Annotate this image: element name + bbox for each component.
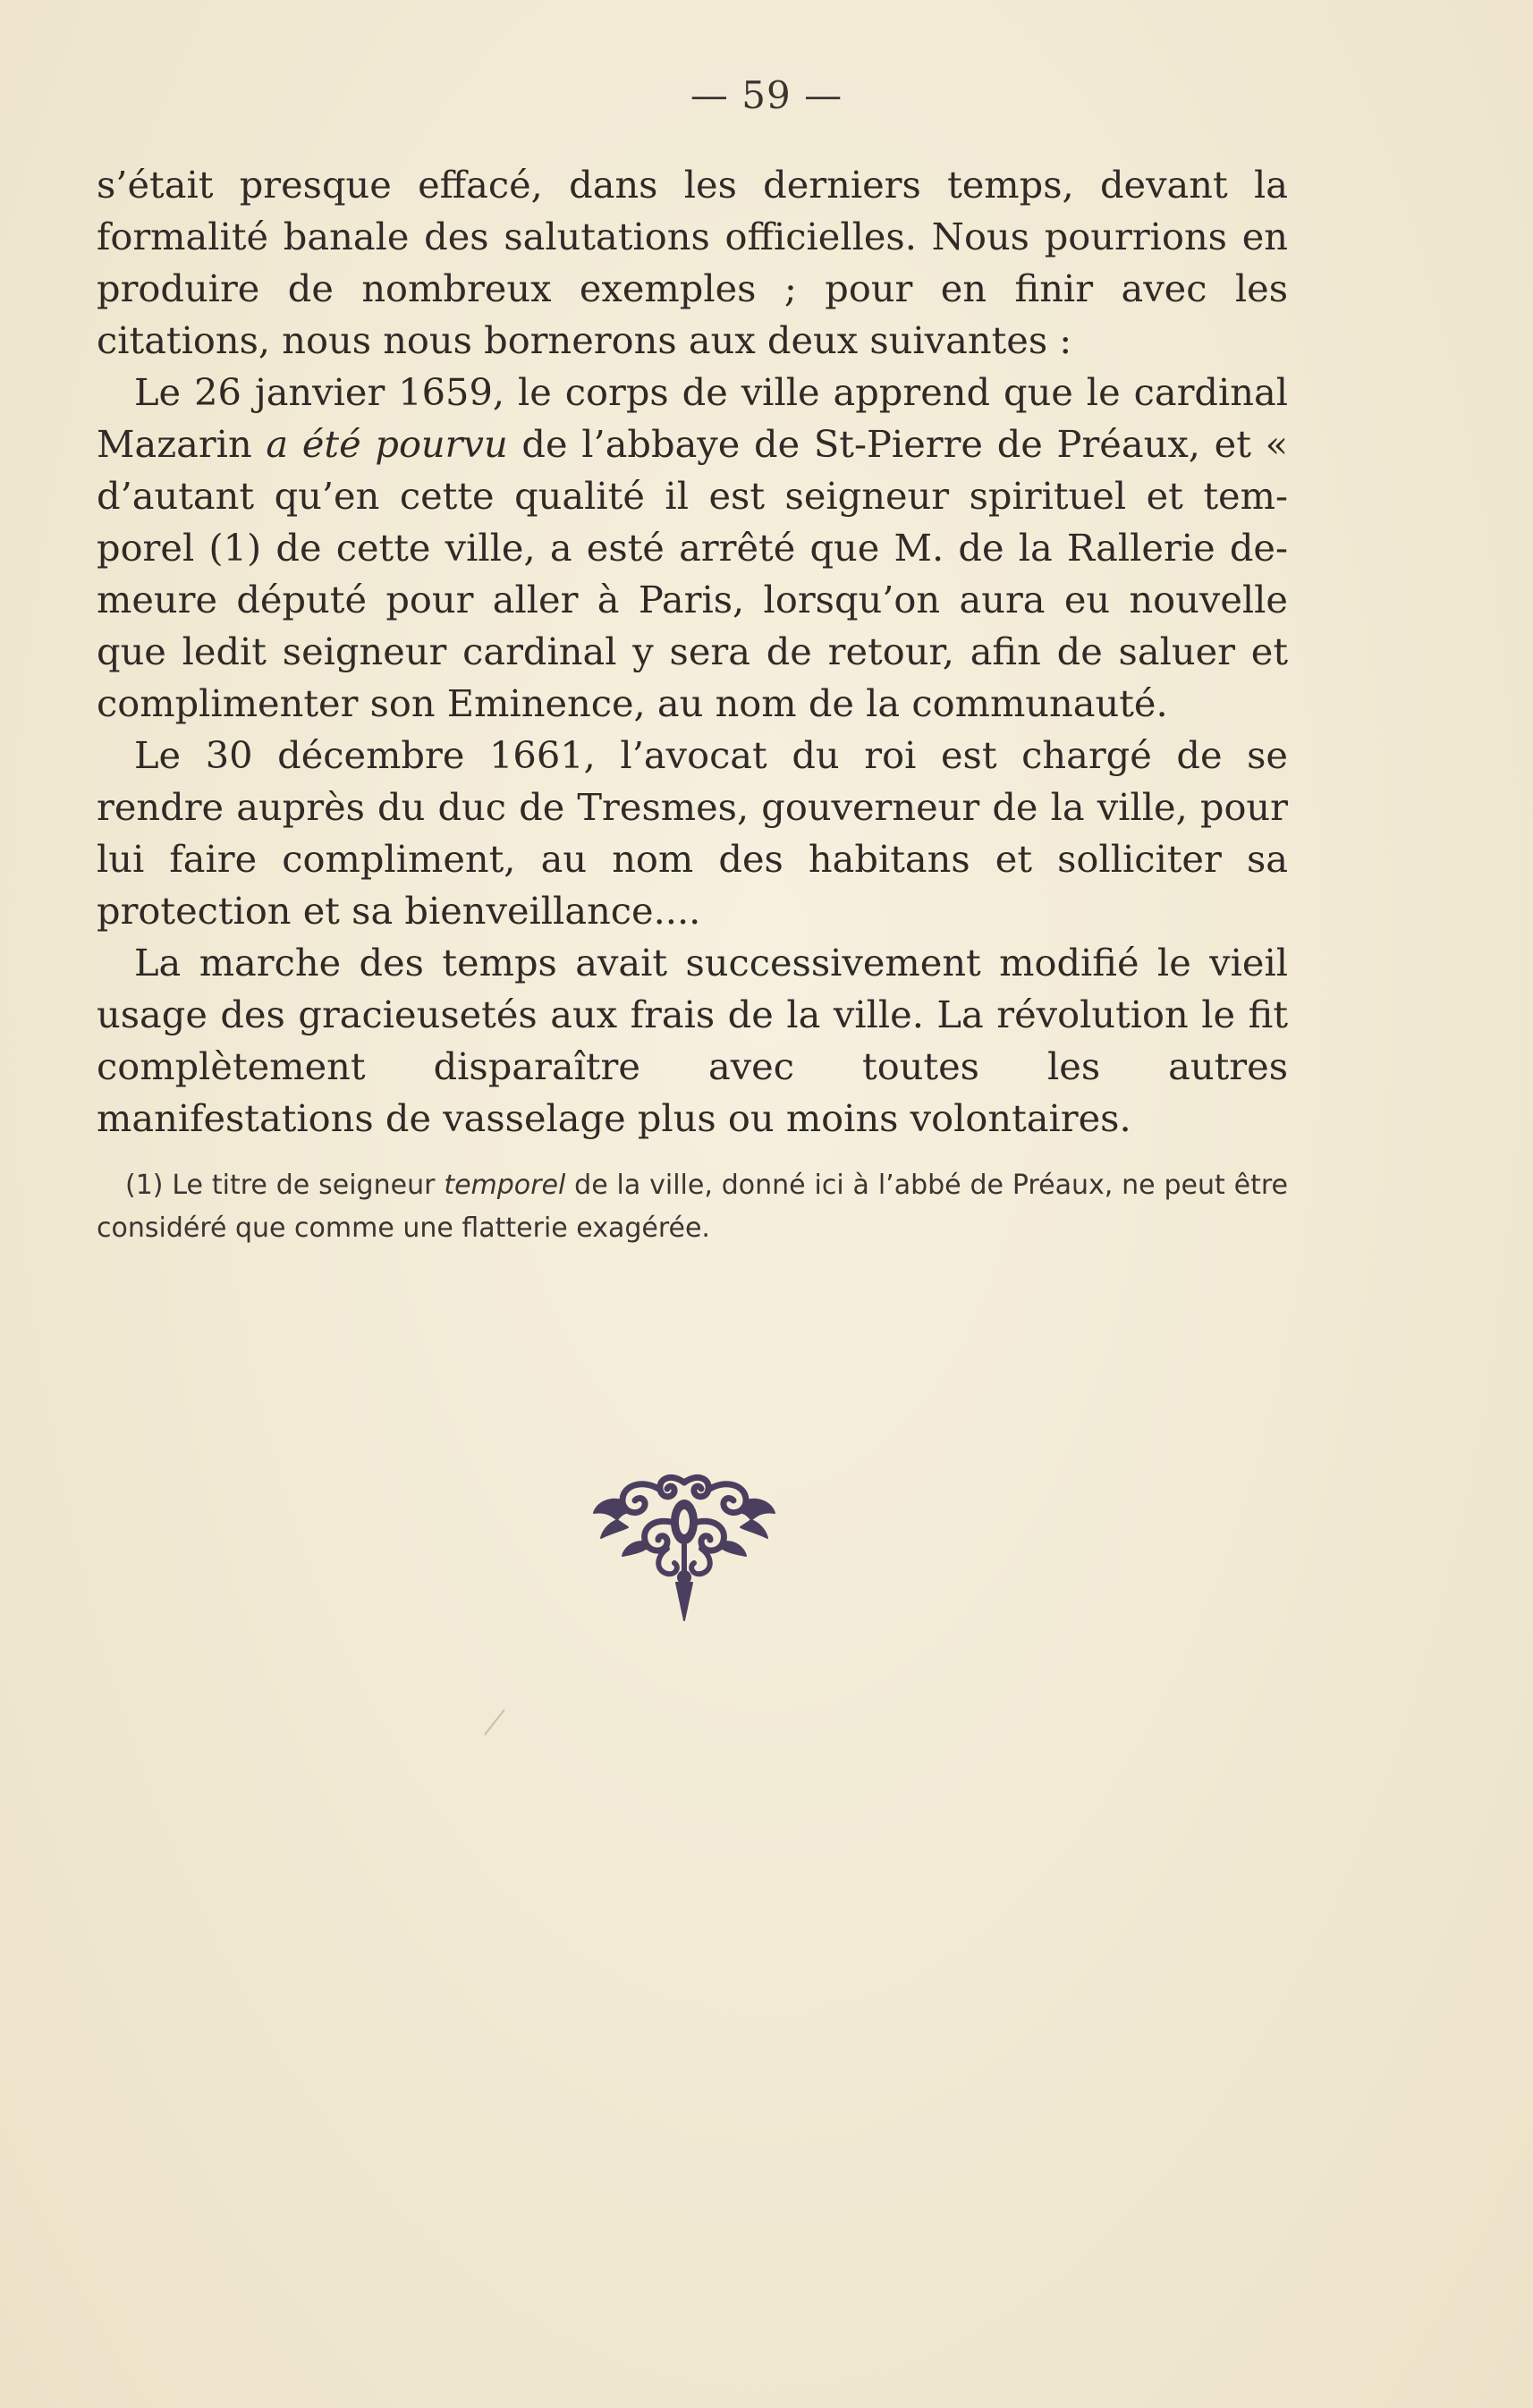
footnote-italic-text: temporel (444, 1170, 566, 1201)
footnote (97, 1164, 1288, 1250)
floral-ornament-icon (590, 1466, 778, 1623)
footnote-text-segment: de la ville, donné ici à l’abbé de Préaux, ne peut être considéré que comme une flatterie exagérée. (97, 1170, 1288, 1244)
footnote-text-segment: (1) Le titre de seigneur (125, 1170, 445, 1201)
stray-pen-mark (481, 1706, 508, 1738)
text-segment: de l’abbaye de St-Pierre de Préaux, et « d’autant qu’en cette qualité il est seigneur spirituel et temporel (1) de cette ville, a esté arrêté que M. de la Rallerie demeure député pour aller à Paris, lorsqu’on aura eu nouvelle que ledit seigneur cardinal y sera de retour, afin de saluer et complimenter son Eminence, au nom de la communauté. (97, 422, 1288, 725)
text-segment: La marche des temps avait successivement modifié le vieil usage des gracieusetés aux frais de la ville. La révolution le fit complètement disparaître avec toutes les autres manifestations de vasselage plus ou moins volontaires. (97, 941, 1288, 1140)
italic-text: a été pourvu (266, 422, 508, 466)
main-text (97, 159, 1288, 1145)
paragraph-p3 (97, 730, 1288, 937)
text-segment: Le 26 janvier 1659, le corps de ville apprend que le cardinal Mazarin (97, 370, 1288, 466)
text-segment: Le 30 décembre 1661, l’avocat du roi est chargé de se rendre auprès du duc de Tresmes, gouverneur de la ville, pour lui faire compliment, au nom des habitans et solliciter sa protection et sa bienveillance.... (97, 733, 1288, 933)
paragraph-p1 (97, 159, 1288, 367)
text-segment: s’était presque effacé, dans les derniers temps, devant la formalité banale des salutations officielles. Nous pourrions en produire de nombreux exemples ; pour en finir avec les citations, nous nous bornerons aux deux suivantes : (97, 163, 1288, 362)
paragraph-p2 (97, 367, 1288, 730)
page-number: — 59 — (690, 73, 843, 117)
paragraph-p4 (97, 937, 1288, 1145)
